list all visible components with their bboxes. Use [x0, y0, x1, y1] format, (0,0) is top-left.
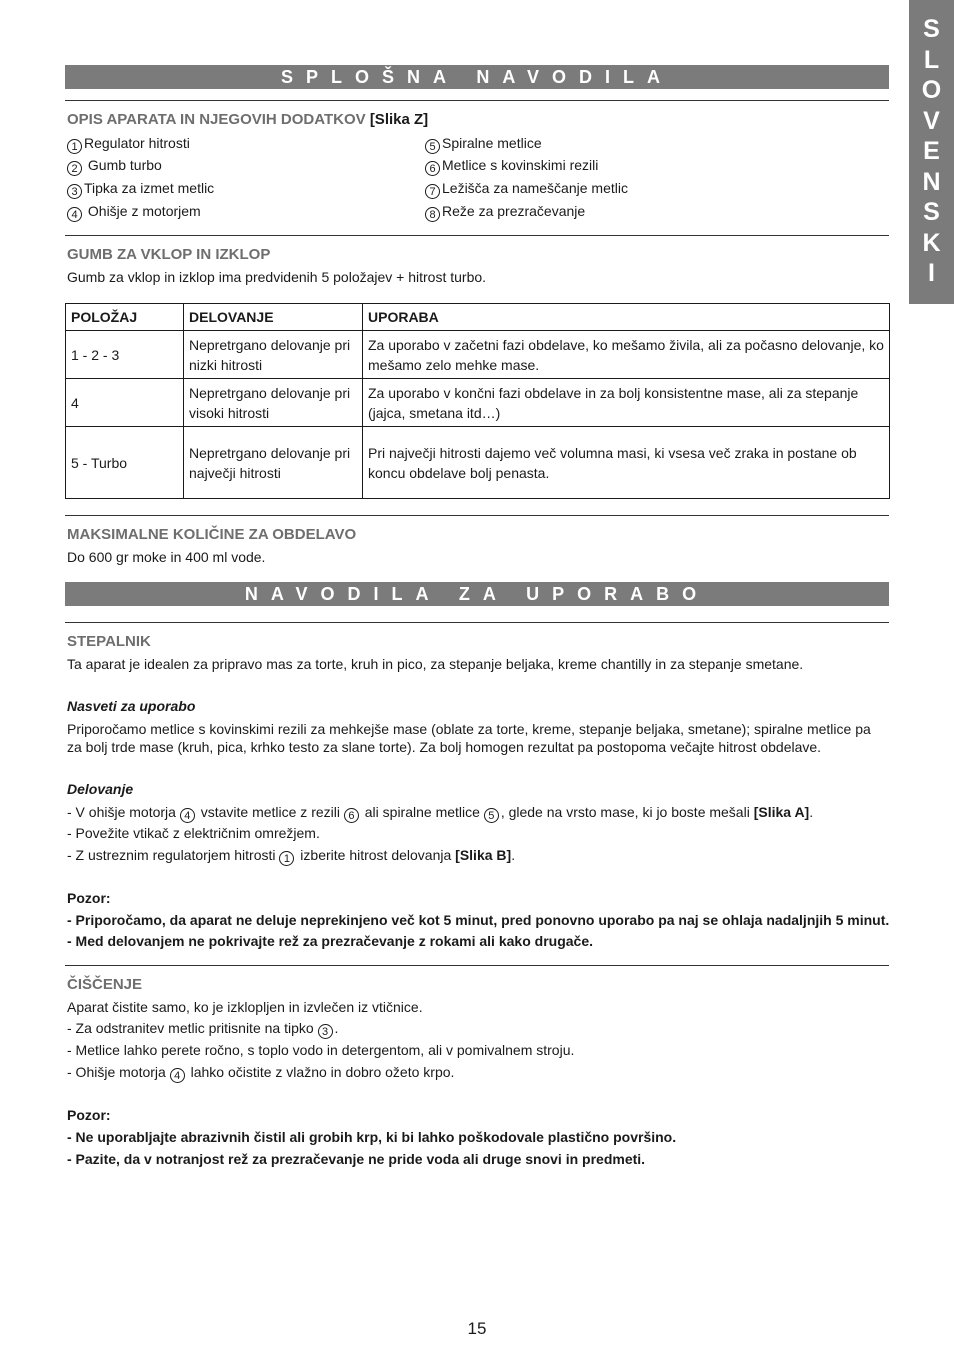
warning-line: - Pazite, da v notranjost rež za prezračevanje ne pride voda ali druge snovi in predmeti.: [67, 1151, 646, 1167]
part-item: 5 Spiralne metlice: [425, 134, 542, 154]
tips-text: Priporočamo metlice s kovinskimi rezili za mehkejše mase (oblate za torte, kreme, stepanje beljaka, smetane); spiralne metlice pa za bolj trde mase (kruh, pica, krhko testo za slane torte). Za bolj homogen rezultat pa postopoma večajte hitrost obdelave.: [67, 721, 871, 755]
cleaning-text: Aparat čistite samo, ko je izklopljen in izvlečen iz vtičnice.: [67, 999, 423, 1015]
warning-line: - Med delovanjem ne pokrivajte rež za prezračevanje z rokami ali kako drugače.: [67, 933, 593, 949]
side-tab-letter: L: [923, 45, 940, 74]
warning-line: - Ne uporabljajte abrazivnih čistil ali grobih krp, ki bi lahko poškodovale plastično površino.: [67, 1129, 677, 1145]
heading-max: MAKSIMALNE KOLIČINE ZA OBDELAVO: [67, 526, 357, 543]
table-cell: Nepretrgano delovanje pri največji hitrosti: [184, 427, 363, 499]
cleaning-step: - Za odstranitev metlic pritisnite na tipko 3 .: [67, 1020, 339, 1038]
language-side-tab: [909, 0, 954, 304]
section-banner-usage: NAVODILA ZA UPORABO: [65, 582, 889, 606]
heading-mixer: STEPALNIK: [67, 633, 151, 650]
part-item: 1 Regulator hitrosti: [67, 134, 190, 154]
side-tab-letter: N: [922, 167, 941, 196]
heading-cleaning: ČIŠČENJE: [67, 976, 143, 993]
divider: [65, 235, 889, 236]
mixer-text: Ta aparat je idealen za pripravo mas za torte, kruh in pico, za stepanje beljaka, kreme chantilly in za stepanje smetane.: [67, 656, 804, 672]
table-cell: 4: [66, 379, 184, 427]
side-tab-letter: V: [923, 106, 940, 135]
subheading-tips: Nasveti za uporabo: [67, 698, 196, 714]
part-item: 3 Tipka za izmet metlic: [67, 179, 214, 199]
table-header: POLOŽAJ: [66, 304, 184, 331]
table-cell: Pri največji hitrosti dajemo več volumna masi, ki vsesa več zraka in postane ob koncu obdelave bolj penasta.: [363, 427, 890, 499]
table-row: [66, 379, 890, 427]
side-tab-letter: I: [928, 259, 935, 287]
subheading-operation: Delovanje: [67, 781, 134, 797]
divider: [65, 622, 889, 623]
heading-description: OPIS APARATA IN NJEGOVIH DODATKOV [Slika Z]: [67, 111, 429, 128]
speed-table: [65, 303, 890, 499]
warning-title: Pozor:: [67, 890, 111, 906]
part-item: 4 Ohišje z motorjem: [67, 202, 201, 222]
section-banner-general: SPLOŠNA NAVODILA: [65, 65, 889, 89]
warning-title: Pozor:: [67, 1107, 111, 1123]
table-row: [66, 427, 890, 499]
switch-text: Gumb za vklop in izklop ima predvidenih 5 položajev + hitrost turbo.: [67, 269, 487, 285]
divider: [65, 515, 889, 516]
table-cell: 1 - 2 - 3: [66, 331, 184, 379]
operation-step: - V ohišje motorja 4 vstavite metlice z rezili 6 ali spiralne metlice 5 , glede na vrsto mase, ki jo boste mešali [Slika A].: [67, 804, 814, 822]
table-cell: Nepretrgano delovanje pri visoki hitrosti: [184, 379, 363, 427]
heading-switch: GUMB ZA VKLOP IN IZKLOP: [67, 246, 271, 263]
operation-step: - Povežite vtikač z električnim omrežjem.: [67, 825, 320, 841]
side-tab-letter: K: [922, 228, 941, 257]
side-tab-letter: E: [923, 137, 940, 165]
side-tab-letter: S: [923, 15, 940, 43]
table-header-row: [66, 304, 890, 331]
cleaning-step: - Ohišje motorja 4 lahko očistite z vlažno in dobro ožeto krpo.: [67, 1064, 455, 1082]
side-tab-letter: O: [921, 76, 942, 104]
operation-step: - Z ustreznim regulatorjem hitrosti 1 izberite hitrost delovanja [Slika B].: [67, 847, 516, 865]
max-text: Do 600 gr moke in 400 ml vode.: [67, 549, 266, 565]
part-item: 6 Metlice s kovinskimi rezili: [425, 156, 598, 176]
side-tab-letter: S: [923, 198, 940, 226]
part-item: 7 Ležišča za nameščanje metlic: [425, 179, 628, 199]
table-header: UPORABA: [363, 304, 890, 331]
divider: [65, 100, 889, 101]
table-cell: 5 - Turbo: [66, 427, 184, 499]
table-header: DELOVANJE: [184, 304, 363, 331]
table-cell: Nepretrgano delovanje pri nizki hitrosti: [184, 331, 363, 379]
warning-line: - Priporočamo, da aparat ne deluje neprekinjeno več kot 5 minut, pred ponovno uporabo pa naj se ohlaja nadaljnjih 5 minut.: [67, 912, 890, 928]
part-item: 8 Reže za prezračevanje: [425, 202, 585, 222]
table-cell: Za uporabo v začetni fazi obdelave, ko mešamo živila, ali za počasno delovanje, ko mešamo zelo mehke mase.: [363, 331, 890, 379]
cleaning-step: - Metlice lahko perete ročno, s toplo vodo in detergentom, ali v pomivalnem stroju.: [67, 1042, 575, 1058]
divider: [65, 965, 889, 966]
table-cell: Za uporabo v končni fazi obdelave in za bolj konsistentne mase, ali za stepanje (jajca, smetana itd…): [363, 379, 890, 427]
table-row: [66, 331, 890, 379]
page-number: 15: [467, 1319, 487, 1338]
part-item: 2 Gumb turbo: [67, 156, 162, 176]
